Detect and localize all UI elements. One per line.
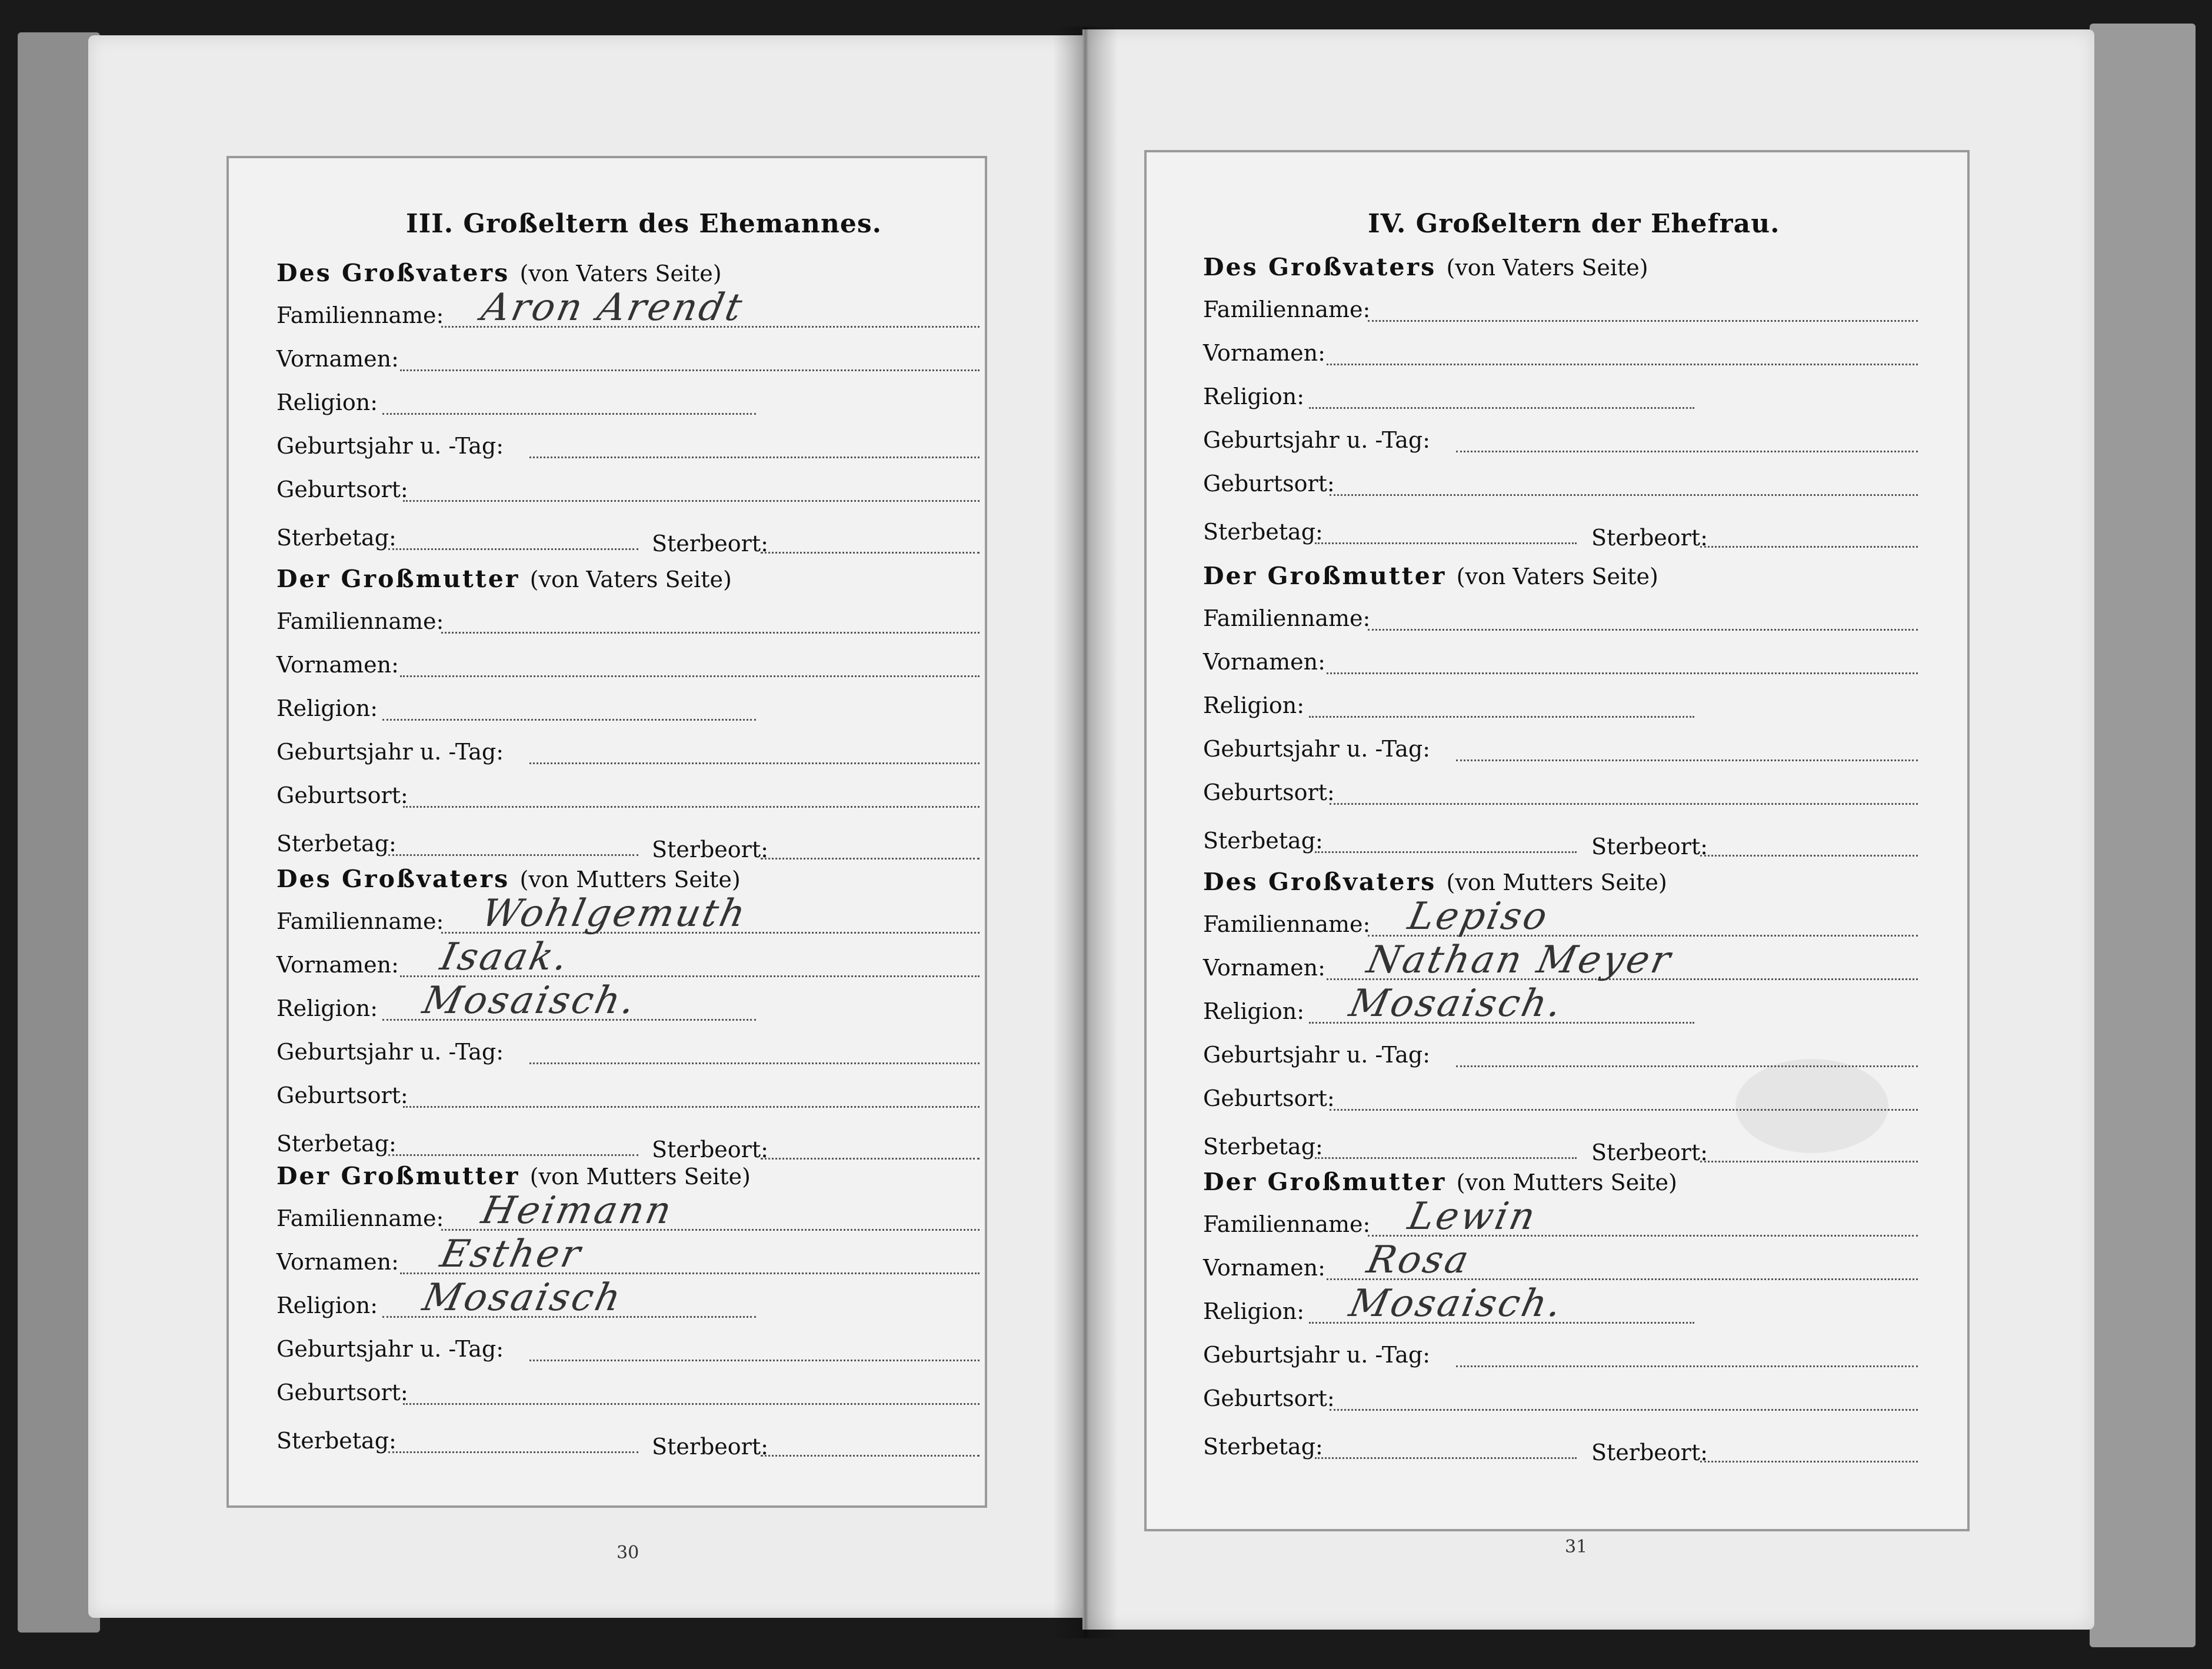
right-group-2-geburtsjahr-field[interactable] bbox=[1456, 759, 1918, 761]
left-group-2-sterbetag-label: Sterbetag: bbox=[276, 831, 397, 857]
right-group-4-vornamen-label: Vornamen: bbox=[1203, 1255, 1325, 1281]
left-group-1-sterbeort-field[interactable] bbox=[761, 552, 980, 554]
left-group-3-sterbetag-field[interactable] bbox=[388, 1154, 638, 1156]
right-group-1-familienname-field[interactable] bbox=[1368, 320, 1918, 322]
left-group-3-geburtsort-field[interactable] bbox=[403, 1106, 980, 1108]
left-group-1-sterbetag-label: Sterbetag: bbox=[276, 525, 397, 551]
group-subheading-text: (von Vaters Seite) bbox=[519, 261, 722, 287]
right-group-3-sterbetag-field[interactable] bbox=[1315, 1157, 1577, 1159]
group-subheading-text: (von Mutters Seite) bbox=[1446, 870, 1667, 895]
right-group-4-geburtsjahr-label: Geburtsjahr u. -Tag: bbox=[1203, 1342, 1431, 1368]
right-group-3-religion-handwritten: Mosaisch. bbox=[1345, 982, 1568, 1025]
left-group-4-sterbeort-field[interactable] bbox=[761, 1455, 980, 1457]
right-group-1-geburtsjahr-field[interactable] bbox=[1456, 451, 1918, 452]
left-group-3-heading bbox=[276, 865, 741, 893]
right-group-1-religion-field[interactable] bbox=[1309, 407, 1694, 409]
right-group-3-sterbeort-field[interactable] bbox=[1700, 1161, 1918, 1162]
left-page-number: 30 bbox=[617, 1543, 639, 1563]
left-group-1-geburtsort-field[interactable] bbox=[403, 500, 980, 502]
right-group-2-vornamen-label: Vornamen: bbox=[1203, 649, 1325, 675]
left-group-3-religion-label: Religion: bbox=[276, 995, 378, 1021]
left-group-3-familienname-handwritten: Wohlgemuth bbox=[478, 892, 752, 935]
right-group-4-sterbetag-field[interactable] bbox=[1315, 1457, 1577, 1459]
right-group-1-geburtsort-label: Geburtsort: bbox=[1203, 471, 1335, 497]
left-group-2-geburtsort-label: Geburtsort: bbox=[276, 782, 408, 808]
right-group-1-sterbeort-field[interactable] bbox=[1700, 546, 1918, 548]
right-group-4-religion-label: Religion: bbox=[1203, 1298, 1305, 1324]
group-heading-text: Der Großmutter bbox=[1203, 562, 1447, 590]
right-group-1-geburtsort-field[interactable] bbox=[1330, 494, 1918, 496]
right-group-2-geburtsort-label: Geburtsort: bbox=[1203, 779, 1335, 805]
left-group-4-heading bbox=[276, 1162, 751, 1190]
right-group-3-geburtsjahr-label: Geburtsjahr u. -Tag: bbox=[1203, 1042, 1431, 1068]
left-group-3-religion-handwritten: Mosaisch. bbox=[419, 979, 641, 1022]
right-group-4-heading bbox=[1203, 1168, 1677, 1196]
right-group-2-religion-field[interactable] bbox=[1309, 716, 1694, 718]
left-group-4-familienname-label: Familienname: bbox=[276, 1205, 444, 1231]
left-group-1-vornamen-label: Vornamen: bbox=[276, 346, 399, 372]
left-group-2-sterbeort-label: Sterbeort: bbox=[652, 837, 768, 862]
group-heading-text: Der Großmutter bbox=[1203, 1168, 1447, 1196]
left-group-2-familienname-label: Familienname: bbox=[276, 608, 444, 634]
group-heading-text: Der Großmutter bbox=[276, 565, 520, 593]
left-group-4-geburtsjahr-label: Geburtsjahr u. -Tag: bbox=[276, 1336, 504, 1362]
group-heading-text: Des Großvaters bbox=[1203, 868, 1437, 896]
group-subheading-text: (von Vaters Seite) bbox=[1456, 564, 1658, 589]
right-group-4-geburtsjahr-field[interactable] bbox=[1456, 1365, 1918, 1367]
left-group-1-sterbetag-field[interactable] bbox=[388, 548, 638, 550]
right-group-4-geburtsort-label: Geburtsort: bbox=[1203, 1385, 1335, 1411]
left-group-2-geburtsjahr-label: Geburtsjahr u. -Tag: bbox=[276, 739, 504, 765]
group-subheading-text: (von Vaters Seite) bbox=[1446, 255, 1648, 281]
left-group-1-sterbeort-label: Sterbeort: bbox=[652, 531, 768, 557]
left-group-4-sterbeort-label: Sterbeort: bbox=[652, 1434, 768, 1460]
left-group-4-religion-handwritten: Mosaisch bbox=[419, 1276, 627, 1320]
group-heading-text: Der Großmutter bbox=[276, 1162, 520, 1190]
left-group-2-religion-field[interactable] bbox=[382, 719, 756, 721]
left-group-4-sterbetag-field[interactable] bbox=[388, 1451, 638, 1453]
right-group-1-vornamen-label: Vornamen: bbox=[1203, 340, 1325, 366]
left-group-3-vornamen-handwritten: Isaak. bbox=[437, 935, 574, 979]
left-group-3-geburtsjahr-label: Geburtsjahr u. -Tag: bbox=[276, 1039, 504, 1065]
right-group-3-geburtsort-field[interactable] bbox=[1330, 1109, 1918, 1111]
right-group-4-familienname-handwritten: Lewin bbox=[1404, 1195, 1541, 1238]
right-group-1-sterbeort-label: Sterbeort: bbox=[1591, 525, 1708, 551]
group-subheading-text: (von Vaters Seite) bbox=[529, 567, 732, 592]
group-subheading-text: (von Mutters Seite) bbox=[529, 1164, 751, 1190]
left-group-3-geburtsort-label: Geburtsort: bbox=[276, 1082, 408, 1108]
left-group-4-familienname-handwritten: Heimann bbox=[478, 1189, 678, 1232]
right-group-2-geburtsort-field[interactable] bbox=[1330, 803, 1918, 805]
right-group-3-familienname-label: Familienname: bbox=[1203, 911, 1371, 937]
right-group-2-sterbeort-field[interactable] bbox=[1700, 855, 1918, 857]
left-group-2-heading bbox=[276, 565, 732, 593]
right-group-3-geburtsort-label: Geburtsort: bbox=[1203, 1085, 1335, 1111]
left-group-1-geburtsort-label: Geburtsort: bbox=[276, 477, 408, 502]
right-group-4-sterbeort-label: Sterbeort: bbox=[1591, 1440, 1708, 1465]
left-group-2-vornamen-field[interactable] bbox=[400, 675, 980, 677]
left-group-2-vornamen-label: Vornamen: bbox=[276, 652, 399, 678]
left-group-1-geburtsjahr-label: Geburtsjahr u. -Tag: bbox=[276, 433, 504, 459]
left-group-2-religion-label: Religion: bbox=[276, 695, 378, 721]
left-group-3-familienname-label: Familienname: bbox=[276, 908, 444, 934]
left-group-1-religion-label: Religion: bbox=[276, 389, 378, 415]
right-section-title: IV. Großeltern der Ehefrau. bbox=[1368, 209, 1780, 239]
left-group-4-geburtsort-label: Geburtsort: bbox=[276, 1380, 408, 1405]
left-group-1-geburtsjahr-field[interactable] bbox=[529, 457, 980, 458]
right-group-2-geburtsjahr-label: Geburtsjahr u. -Tag: bbox=[1203, 736, 1431, 762]
right-group-1-sterbetag-label: Sterbetag: bbox=[1203, 519, 1323, 545]
book-cover-right bbox=[2090, 24, 2196, 1647]
right-group-4-religion-handwritten: Mosaisch. bbox=[1345, 1282, 1568, 1325]
group-heading-text: Des Großvaters bbox=[276, 259, 510, 287]
left-group-2-familienname-field[interactable] bbox=[441, 632, 980, 634]
right-group-4-sterbetag-label: Sterbetag: bbox=[1203, 1434, 1323, 1460]
group-heading-text: Des Großvaters bbox=[276, 865, 510, 893]
left-group-2-sterbeort-field[interactable] bbox=[761, 858, 980, 860]
right-group-2-heading bbox=[1203, 562, 1658, 590]
right-group-3-geburtsjahr-field[interactable] bbox=[1456, 1065, 1918, 1067]
right-group-1-vornamen-field[interactable] bbox=[1327, 364, 1918, 365]
left-group-1-religion-field[interactable] bbox=[382, 413, 756, 415]
right-group-2-religion-label: Religion: bbox=[1203, 692, 1305, 718]
right-group-2-familienname-label: Familienname: bbox=[1203, 605, 1371, 631]
left-group-3-geburtsjahr-field[interactable] bbox=[529, 1062, 980, 1064]
left-group-2-geburtsjahr-field[interactable] bbox=[529, 762, 980, 764]
left-group-1-familienname-label: Familienname: bbox=[276, 302, 444, 328]
left-group-4-sterbetag-label: Sterbetag: bbox=[276, 1428, 397, 1454]
right-group-2-vornamen-field[interactable] bbox=[1327, 672, 1918, 674]
book-cover-left bbox=[18, 32, 100, 1633]
right-group-2-sterbetag-field[interactable] bbox=[1315, 851, 1577, 853]
book-gutter bbox=[1053, 26, 1118, 1638]
left-group-3-vornamen-label: Vornamen: bbox=[276, 952, 399, 978]
group-subheading-text: (von Mutters Seite) bbox=[519, 867, 741, 892]
paper-smudge bbox=[1735, 1059, 1888, 1153]
right-group-2-familienname-field[interactable] bbox=[1368, 629, 1918, 631]
right-page-number: 31 bbox=[1565, 1537, 1588, 1557]
right-group-3-religion-label: Religion: bbox=[1203, 998, 1305, 1024]
right-group-1-religion-label: Religion: bbox=[1203, 384, 1305, 409]
group-heading-text: Des Großvaters bbox=[1203, 253, 1437, 281]
left-group-4-geburtsjahr-field[interactable] bbox=[529, 1360, 980, 1361]
right-group-3-heading bbox=[1203, 868, 1667, 896]
right-group-1-familienname-label: Familienname: bbox=[1203, 297, 1371, 322]
right-group-1-heading bbox=[1203, 253, 1648, 281]
left-group-4-vornamen-handwritten: Esther bbox=[437, 1232, 587, 1276]
right-group-3-vornamen-handwritten: Nathan Meyer bbox=[1363, 938, 1677, 982]
left-group-1-heading bbox=[276, 259, 722, 287]
right-group-4-vornamen-handwritten: Rosa bbox=[1363, 1238, 1475, 1282]
right-group-2-sterbetag-label: Sterbetag: bbox=[1203, 828, 1323, 854]
right-group-3-vornamen-label: Vornamen: bbox=[1203, 955, 1325, 981]
left-group-2-geburtsort-field[interactable] bbox=[403, 806, 980, 808]
left-group-2-sterbetag-field[interactable] bbox=[388, 854, 638, 856]
right-group-1-sterbetag-field[interactable] bbox=[1315, 542, 1577, 544]
left-group-4-vornamen-label: Vornamen: bbox=[276, 1249, 399, 1275]
right-group-4-familienname-label: Familienname: bbox=[1203, 1211, 1371, 1237]
left-section-title: III. Großeltern des Ehemannes. bbox=[406, 209, 882, 239]
left-group-1-familienname-handwritten: Aron Arendt bbox=[478, 286, 748, 329]
left-group-3-sterbeort-field[interactable] bbox=[761, 1158, 980, 1160]
right-group-3-sterbetag-label: Sterbetag: bbox=[1203, 1134, 1323, 1160]
left-group-1-vornamen-field[interactable] bbox=[400, 369, 980, 371]
left-group-4-religion-label: Religion: bbox=[276, 1292, 378, 1318]
right-group-4-geburtsort-field[interactable] bbox=[1330, 1409, 1918, 1411]
left-group-3-sterbeort-label: Sterbeort: bbox=[652, 1137, 768, 1162]
right-group-1-geburtsjahr-label: Geburtsjahr u. -Tag: bbox=[1203, 427, 1431, 453]
right-group-3-familienname-handwritten: Lepiso bbox=[1404, 895, 1554, 938]
right-group-3-sterbeort-label: Sterbeort: bbox=[1591, 1140, 1708, 1165]
right-group-2-sterbeort-label: Sterbeort: bbox=[1591, 834, 1708, 860]
group-subheading-text: (von Mutters Seite) bbox=[1456, 1170, 1677, 1195]
right-group-4-sterbeort-field[interactable] bbox=[1700, 1461, 1918, 1463]
left-group-4-geburtsort-field[interactable] bbox=[403, 1403, 980, 1405]
left-group-3-sterbetag-label: Sterbetag: bbox=[276, 1131, 397, 1157]
